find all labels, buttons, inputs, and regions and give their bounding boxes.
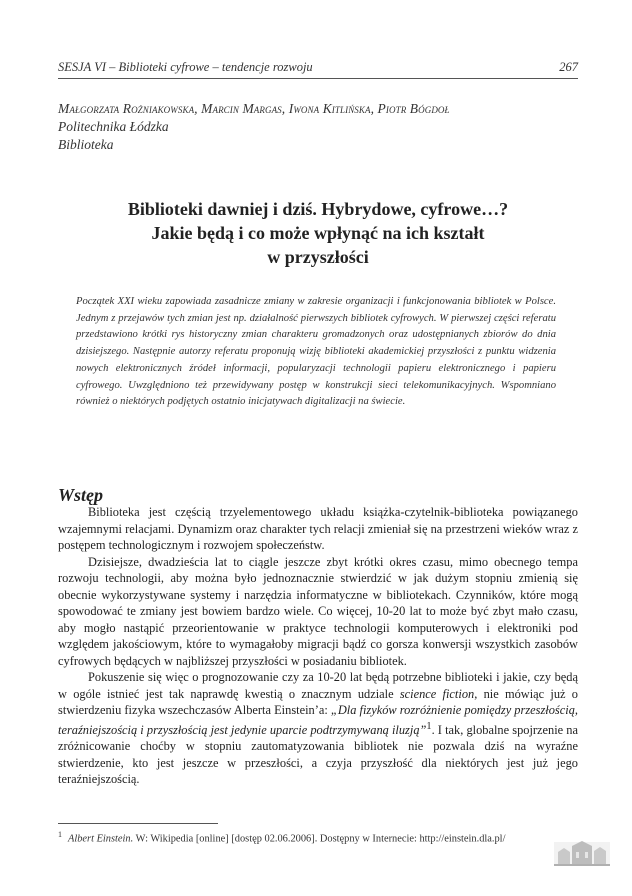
abstract: Początek XXI wieku zapowiada zasadnicze zmiany w zakresie organizacji i funkcjonowania bibliotek w Polsce. Jednym z przejawów tych zmian jest np. działalność pierwszych bibliotek cyfrowych. W pierwszej części referatu przedstawiono krótki rys historyczny zmian charakteru gromadzonych oraz udostępnianych zbiorów do dnia dzisiejszego. Następnie autorzy referatu proponują wizję biblioteki akademickiej przyszłości z punktu widzenia nowych elektronicznych źródeł informacji, popularyzacji technologii papieru elektronicznego i papieru cyfrowego. Uwzględniono też przewidywany postęp w konstrukcji sieci telekomunikacyjnych. Wspomniano również o niektórych podjętych ostatnio inicjatywach digitalizacji na świecie. — [76, 296, 556, 408]
page-number: 267 — [559, 60, 578, 74]
body-text — [58, 504, 578, 788]
paragraph-2: Dzisiejsze, dwadzieścia lat to ciągle jeszcze zbyt krótki okres czasu, mimo obecnego tempa rozwoju technologii, aby można było jednoznacznie stwierdzić w jak dużym stopniu zmienią się obecnie wykorzystywane systemy i narzędzia informatyczne w bibliotekach. Czynników, które mogą spowodować te zmiany jest bowiem bardzo wiele. Co więcej, 10-20 lat to może być zbyt mało czasu, aby mogło nastąpić przeorientowanie w praktyce technologii komputerowych i elektroniki pod względem jakościowym, które to wymagałoby migracji bądź co gorsza konwersji wszystkich zasobów cyfrowych będących w najbliższej przyszłości w posiadaniu bibliotek. — [58, 554, 578, 668]
footnote — [58, 828, 578, 845]
author-names: Małgorzata Rożniakowska, Marcin Margas, Iwona Kitlińska, Piotr Bógdoł — [58, 101, 450, 116]
header-rule — [58, 78, 578, 79]
footnote-source: Albert Einstein. — [68, 833, 134, 845]
footnote-text: W: Wikipedia [online] [dostęp 02.06.2006]. Dostępny w Internecie: http://einstein.dla.pl/ — [133, 833, 506, 845]
title-line-3: w przyszłości — [267, 247, 369, 267]
affiliation-library: Biblioteka — [58, 137, 114, 152]
footnote-marker: 1 — [58, 830, 62, 839]
paragraph-3-part-b: , nie mówiąc już o stwierdzeniu fizyka wszechczasów Alberta Einstein’a: — [58, 686, 579, 717]
footnote-rule — [58, 823, 218, 824]
paragraph-3 — [58, 669, 578, 788]
conference-logo-icon — [552, 838, 612, 868]
running-title: SESJA VI – Biblioteki cyfrowe – tendencje rozwoju — [58, 60, 313, 74]
einstein-quote: „Dla fizyków rozróżnienie pomiędzy przeszłością, teraźniejszością i przyszłością jest jedynie uparcie podtrzymywaną iluzją” — [58, 703, 578, 737]
footnote-reference[interactable]: 1 — [426, 720, 432, 732]
paper-title — [58, 197, 578, 269]
title-line-2: Jakie będą i co może wpłynąć na ich kształt — [151, 223, 485, 243]
paragraph-1: Biblioteka jest częścią trzyelementowego układu książka-czytelnik-biblioteka powiązanego wzajemnymi relacjami. Dynamizm oraz charakter tych relacji zmieniał się na przestrzeni wieków wraz z postępem technologicznym i rozwojem społeczeństw. — [58, 505, 578, 552]
author-block — [58, 100, 578, 154]
running-header — [58, 60, 578, 78]
paragraph-3-part-c: . I tak, globalne spojrzenie na zróżnicowanie choćby w stopniu zautomatyzowania bibliotek nie pozwala dziś na wyraźne stwierdzenie, kto jest jeszcze w przeszłości, a czyja przyszłość dla niektórych jest już jego teraźniejszością. — [58, 722, 578, 787]
title-line-1: Biblioteki dawniej i dziś. Hybrydowe, cyfrowe…? — [127, 199, 509, 219]
science-fiction-term: science fiction — [399, 686, 475, 701]
paragraph-3-part-a: Pokuszenie się więc o prognozowanie czy za 10-20 lat będą potrzebne biblioteki i jakie, czy będą w ogóle istnieć jest tak naprawdę kwestią o znacznym udziale — [58, 670, 578, 701]
section-heading: Wstęp — [58, 485, 103, 505]
affiliation-university: Politechnika Łódzka — [58, 119, 169, 134]
